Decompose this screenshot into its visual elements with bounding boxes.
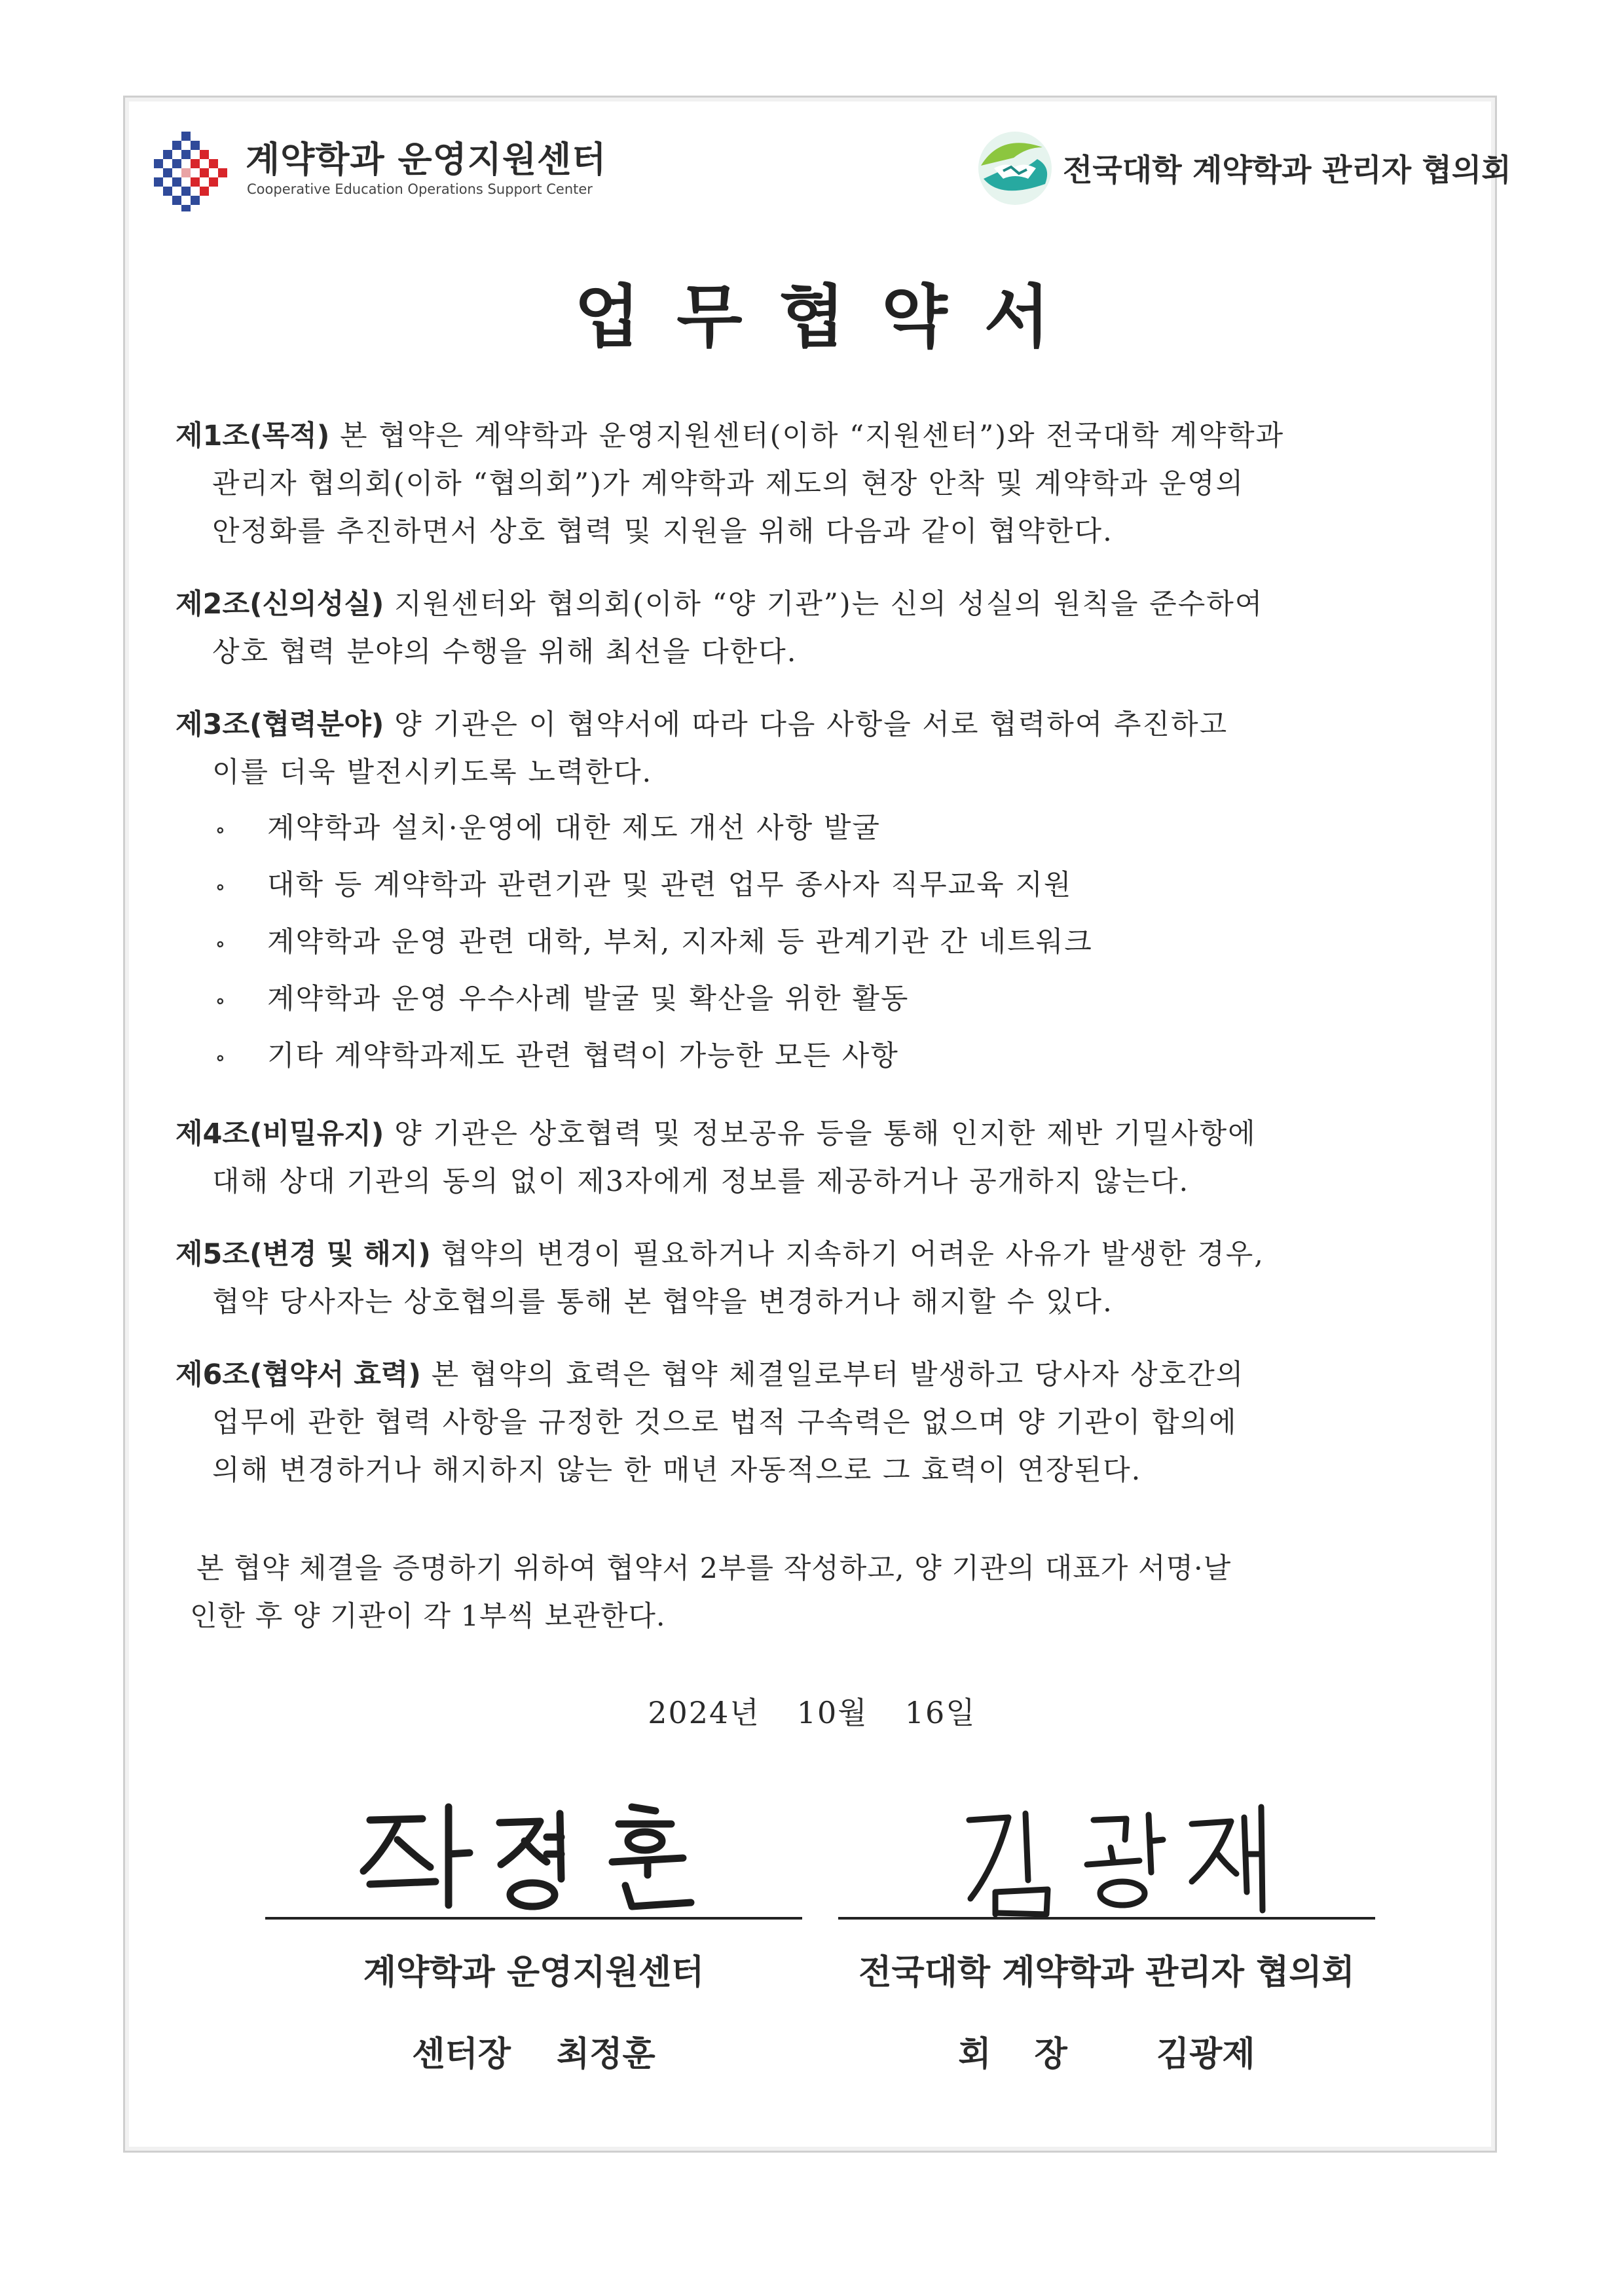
document-title: 업무협약서 [574,277,1087,357]
article-text: 안정화를 추진하면서 상호 협력 및 지원을 위해 다음과 같이 협약한다. [212,515,1113,548]
closing-text: 본 협약 체결을 증명하기 위하여 협약서 2부를 작성하고, 양 기관의 대표가 서명·날 [196,1552,1232,1585]
list-item: ∘ 계약학과 운영 우수사례 발굴 및 확산을 위한 활동 [175,972,1460,1029]
article-heading: 제2조(신의성실) [175,588,384,621]
article-heading: 제1조(목적) [175,420,330,452]
signature-line [265,1917,802,1920]
article-text: 협약 당사자는 상호협의를 통해 본 협약을 변경하거나 해지할 수 있다. [212,1286,1113,1319]
signatory-organization: 전국대학 계약학과 관리자 협의회 [858,1953,1355,1992]
bullet-icon: ∘ [215,988,227,1014]
bullet-icon: ∘ [215,931,227,957]
article-heading: 제4조(비밀유지) [175,1118,384,1150]
article-text: 협약의 변경이 필요하거나 지속하기 어려운 사유가 발생한 경우, [430,1238,1264,1271]
signatory-role: 센터장 [412,2035,511,2074]
list-item: ∘ 대학 등 계약학과 관련기관 및 관련 업무 종사자 직무교육 지원 [175,858,1460,915]
right-logo-title: 전국대학 계약학과 관리자 협의회 [1063,153,1511,189]
closing-statement [190,1545,1460,1641]
bullet-icon: ∘ [215,874,227,900]
article-heading: 제6조(협약서 효력) [175,1358,421,1391]
article-text: 본 협약은 계약학과 운영지원센터(이하 “지원센터”)와 전국대학 계약학과 [329,420,1285,452]
right-organization-logo [974,128,1511,213]
list-item: ∘ 계약학과 설치·운영에 대한 제도 개선 사항 발굴 [175,801,1460,858]
closing-text: 인한 후 양 기관이 각 1부씩 보관한다. [190,1600,666,1633]
signatory-title [265,2026,802,2075]
list-item: ∘ 계약학과 운영 관련 대학, 부처, 지자체 등 관계기관 간 네트워크 [175,915,1460,972]
article-2 [175,581,1460,676]
article-6 [175,1351,1460,1495]
left-logo-subtitle: Cooperative Education Operations Support Center [247,181,593,197]
article-text: 양 기관은 상호협력 및 정보공유 등을 통해 인지한 제반 기밀사항에 [384,1118,1257,1150]
signatory-title [838,2026,1375,2075]
list-item: ∘ 기타 계약학과제도 관련 협력이 가능한 모든 사항 [175,1029,1460,1085]
date-month: 10월 [796,1695,868,1730]
article-text: 본 협약의 효력은 협약 체결일로부터 발생하고 당사자 상호간의 [420,1358,1245,1391]
article-text: 의해 변경하거나 해지하지 않는 한 매년 자동적으로 그 효력이 연장된다. [212,1454,1142,1487]
signatory-left [265,1794,802,2095]
date-day: 16일 [904,1695,976,1730]
article-heading: 제3조(협력분야) [175,708,384,741]
article-5 [175,1231,1460,1326]
signatory-right [838,1794,1375,2095]
bullet-icon: ∘ [215,1045,227,1071]
bullet-icon: ∘ [215,817,227,843]
signatory-name: 최정훈 [557,2035,655,2074]
handwritten-signature [897,1794,1316,1918]
article-text: 지원센터와 협의회(이하 “양 기관”)는 신의 성실의 원칙을 준수하여 [384,588,1264,621]
signatory-name: 김광제 [1156,2035,1255,2074]
signatory-organization: 계약학과 운영지원센터 [363,1953,705,1992]
agreement-date [0,1689,1624,1732]
article-text: 양 기관은 이 협약서에 따라 다음 사항을 서로 협력하여 추진하고 [384,708,1228,741]
article-text: 대해 상대 기관의 동의 없이 제3자에게 정보를 제공하거나 공개하지 않는다. [212,1165,1190,1198]
cooperation-list [175,801,1460,1085]
cross-mosaic-logo-icon [147,128,236,216]
articles [175,412,1460,1520]
handwritten-signature [324,1794,743,1918]
handshake-globe-logo-icon [974,128,1056,210]
article-heading: 제5조(변경 및 해지) [175,1238,431,1271]
date-year: 2024년 [648,1695,760,1730]
article-text: 상호 협력 분야의 수행을 위해 최선을 다한다. [212,636,798,668]
article-text: 업무에 관한 협력 사항을 규정한 것으로 법적 구속력은 없으며 양 기관이 합의에 [212,1406,1238,1439]
signature-line [838,1917,1375,1920]
article-text: 이를 더욱 발전시키도록 노력한다. [212,756,653,789]
article-text: 관리자 협의회(이하 “협의회”)가 계약학과 제도의 현장 안착 및 계약학과 운영의 [212,467,1245,500]
left-organization-logo [147,128,632,216]
article-3 [175,701,1460,1085]
signatory-role: 회장 [958,2035,1111,2074]
article-4 [175,1110,1460,1206]
left-logo-title: 계약학과 운영지원센터 [246,139,607,180]
article-1 [175,412,1460,556]
